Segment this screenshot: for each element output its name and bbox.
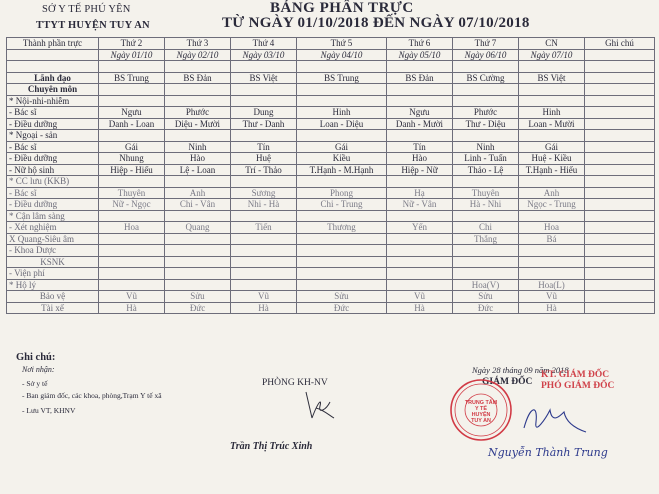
duty-cell: Dung <box>231 107 297 119</box>
duty-cell: Danh - Loan <box>99 118 165 130</box>
row-label: Lãnh đạo <box>7 72 99 84</box>
duty-cell <box>231 233 297 245</box>
duty-cell: Hinh <box>519 107 585 119</box>
duty-cell <box>585 107 655 119</box>
duty-cell <box>585 153 655 165</box>
row-label: * Hộ lý <box>7 279 99 291</box>
seal-text: TUY AN <box>471 418 491 424</box>
duty-cell: Tín <box>387 141 453 153</box>
duty-cell <box>453 95 519 107</box>
date-cell: Ngày 02/10 <box>165 49 231 61</box>
duty-cell: Nữ - Ngọc <box>99 199 165 211</box>
duty-cell <box>387 61 453 73</box>
col-header: CN <box>519 38 585 50</box>
duty-cell <box>231 61 297 73</box>
duty-cell <box>585 245 655 257</box>
duty-cell <box>231 210 297 222</box>
date-cell <box>585 49 655 61</box>
col-header: Thứ 6 <box>387 38 453 50</box>
duty-cell: Thư - Diệu <box>453 118 519 130</box>
duty-cell <box>99 61 165 73</box>
duty-cell: Sửu <box>297 291 387 303</box>
duty-cell <box>387 233 453 245</box>
duty-cell <box>165 256 231 268</box>
table-row <box>7 268 655 280</box>
duty-cell: Anh <box>519 187 585 199</box>
duty-cell: Hạ <box>387 187 453 199</box>
duty-cell <box>297 61 387 73</box>
duty-cell <box>165 268 231 280</box>
duty-cell <box>387 95 453 107</box>
table-row <box>7 256 655 268</box>
duty-cell: Thuyên <box>453 187 519 199</box>
duty-cell <box>519 268 585 280</box>
table-row <box>7 233 655 245</box>
duty-cell: Gái <box>519 141 585 153</box>
duty-cell <box>165 245 231 257</box>
table-row <box>7 199 655 211</box>
duty-cell <box>231 176 297 188</box>
duty-cell: BS Trung <box>99 72 165 84</box>
col-header: Ghi chú <box>585 38 655 50</box>
duty-cell: Phước <box>165 107 231 119</box>
date-row <box>7 49 655 61</box>
duty-cell: Phước <box>453 107 519 119</box>
duty-cell <box>231 279 297 291</box>
duty-cell <box>387 130 453 142</box>
deputy-line-1: KT. GIÁM ĐỐC <box>541 370 610 380</box>
row-label: - Nữ hộ sinh <box>7 164 99 176</box>
duty-cell: BS Đản <box>165 72 231 84</box>
table-row <box>7 61 655 73</box>
duty-cell: T.Hạnh - M.Hạnh <box>297 164 387 176</box>
row-label: - Điều dưỡng <box>7 199 99 211</box>
duty-cell <box>297 176 387 188</box>
duty-cell: Chi <box>453 222 519 234</box>
duty-cell: Hà <box>519 302 585 314</box>
duty-cell <box>519 256 585 268</box>
table-row <box>7 95 655 107</box>
duty-cell: Loan - Mười <box>519 118 585 130</box>
duty-cell: Hoa(V) <box>453 279 519 291</box>
row-label: - Khoa Dược <box>7 245 99 257</box>
date-cell: Ngày 07/10 <box>519 49 585 61</box>
duty-cell <box>297 245 387 257</box>
duty-cell: Hoa(L) <box>519 279 585 291</box>
duty-cell <box>519 95 585 107</box>
duty-cell: Hà <box>387 302 453 314</box>
header-row <box>7 38 655 50</box>
roster-body <box>7 61 655 314</box>
duty-cell <box>585 176 655 188</box>
duty-cell <box>387 84 453 96</box>
duty-cell <box>297 256 387 268</box>
col-header: Thứ 7 <box>453 38 519 50</box>
duty-cell: Huệ - Kiều <box>519 153 585 165</box>
duty-cell <box>99 84 165 96</box>
table-row <box>7 107 655 119</box>
duty-cell <box>585 84 655 96</box>
duty-cell <box>99 210 165 222</box>
row-label: Bảo vệ <box>7 291 99 303</box>
duty-cell <box>387 256 453 268</box>
duty-cell <box>297 95 387 107</box>
duty-cell: Nữ - Vân <box>387 199 453 211</box>
duty-cell <box>453 245 519 257</box>
duty-cell <box>165 210 231 222</box>
duty-cell: BS Việt <box>519 72 585 84</box>
duty-cell <box>453 268 519 280</box>
duty-cell: BS Cường <box>453 72 519 84</box>
duty-cell <box>585 187 655 199</box>
duty-cell: Đức <box>453 302 519 314</box>
duty-cell <box>585 61 655 73</box>
duty-cell: Chi - Trung <box>297 199 387 211</box>
date-cell: Ngày 01/10 <box>99 49 165 61</box>
duty-cell <box>585 210 655 222</box>
duty-cell <box>99 233 165 245</box>
duty-cell: Hoa <box>99 222 165 234</box>
table-row <box>7 279 655 291</box>
row-label: * Cận lâm sàng <box>7 210 99 222</box>
recipient-item: - Lưu VT, KHNV <box>22 406 76 415</box>
duty-cell <box>453 84 519 96</box>
duty-cell <box>585 302 655 314</box>
duty-cell <box>231 268 297 280</box>
duty-cell <box>585 268 655 280</box>
duty-cell: Trí - Thảo <box>231 164 297 176</box>
duty-cell <box>519 130 585 142</box>
org-line-1: SỞ Y TẾ PHÚ YÊN <box>42 4 131 15</box>
duty-cell <box>453 256 519 268</box>
duty-cell <box>519 176 585 188</box>
duty-cell: Thương <box>297 222 387 234</box>
col-header: Thứ 3 <box>165 38 231 50</box>
duty-cell <box>387 268 453 280</box>
row-label: KSNK <box>7 256 99 268</box>
duty-cell <box>165 130 231 142</box>
doc-date-range: TỪ NGÀY 01/10/2018 ĐẾN NGÀY 07/10/2018 <box>222 15 530 31</box>
duty-cell <box>585 130 655 142</box>
duty-cell: Tiến <box>231 222 297 234</box>
duty-cell: Diệu - Mười <box>165 118 231 130</box>
note-title: Ghi chú: <box>16 352 56 363</box>
duty-cell: Ngọc - Trung <box>519 199 585 211</box>
date-cell: Ngày 03/10 <box>231 49 297 61</box>
duty-cell: Linh - Tuấn <box>453 153 519 165</box>
table-row <box>7 176 655 188</box>
seal-text: Y TẾ <box>475 406 487 412</box>
col-header: Thứ 5 <box>297 38 387 50</box>
duty-cell: Thư - Danh <box>231 118 297 130</box>
duty-cell <box>297 279 387 291</box>
duty-cell: Đức <box>297 302 387 314</box>
duty-cell: Vũ <box>99 291 165 303</box>
row-label: Chuyên môn <box>7 84 99 96</box>
duty-cell: Nhung <box>99 153 165 165</box>
row-label: * Ngoại - sản <box>7 130 99 142</box>
duty-cell <box>231 130 297 142</box>
duty-cell <box>585 141 655 153</box>
duty-cell: Ninh <box>453 141 519 153</box>
recipient-item: - Sở y tế <box>22 379 48 388</box>
duty-cell <box>99 279 165 291</box>
duty-cell: Gái <box>297 141 387 153</box>
row-label: - Điều dưỡng <box>7 153 99 165</box>
duty-cell: Sương <box>231 187 297 199</box>
duty-cell <box>165 84 231 96</box>
dept-label: PHÒNG KH-NV <box>262 378 328 388</box>
table-row <box>7 130 655 142</box>
duty-cell <box>165 61 231 73</box>
duty-cell <box>519 84 585 96</box>
duty-cell: Thảo - Lệ <box>453 164 519 176</box>
row-label: X Quang-Siêu âm <box>7 233 99 245</box>
table-row <box>7 210 655 222</box>
duty-cell <box>99 95 165 107</box>
duty-cell: Anh <box>165 187 231 199</box>
date-cell <box>7 49 99 61</box>
recipients-title: Nơi nhận: <box>22 365 55 374</box>
table-row <box>7 141 655 153</box>
table-row <box>7 245 655 257</box>
duty-cell <box>453 210 519 222</box>
duty-cell <box>165 233 231 245</box>
duty-cell <box>585 233 655 245</box>
duty-cell: Thuyên <box>99 187 165 199</box>
duty-cell <box>99 130 165 142</box>
duty-cell <box>585 256 655 268</box>
duty-cell <box>231 245 297 257</box>
row-label: - Xét nghiệm <box>7 222 99 234</box>
duty-cell <box>519 245 585 257</box>
duty-cell: BS Đản <box>387 72 453 84</box>
duty-cell: Ninh <box>165 141 231 153</box>
duty-cell <box>387 279 453 291</box>
duty-cell <box>453 176 519 188</box>
duty-cell <box>519 210 585 222</box>
col-header: Thứ 4 <box>231 38 297 50</box>
duty-cell <box>99 245 165 257</box>
duty-cell <box>453 61 519 73</box>
duty-cell: Hinh <box>297 107 387 119</box>
duty-cell <box>585 95 655 107</box>
date-cell: Ngày 04/10 <box>297 49 387 61</box>
duty-cell: Vũ <box>519 291 585 303</box>
duty-cell <box>297 233 387 245</box>
duty-cell <box>387 210 453 222</box>
row-label: - Bác sĩ <box>7 187 99 199</box>
duty-cell <box>99 268 165 280</box>
duty-cell: Hiệp - Hiếu <box>99 164 165 176</box>
table-row <box>7 187 655 199</box>
duty-cell: Hào <box>387 153 453 165</box>
duty-cell: Ngưu <box>99 107 165 119</box>
date-cell: Ngày 05/10 <box>387 49 453 61</box>
row-label: * Nội-nhi-nhiễm <box>7 95 99 107</box>
duty-cell <box>585 199 655 211</box>
duty-cell: Gái <box>99 141 165 153</box>
duty-cell: T.Hạnh - Hiếu <box>519 164 585 176</box>
duty-cell: Đức <box>165 302 231 314</box>
duty-cell <box>165 95 231 107</box>
duty-cell <box>585 164 655 176</box>
duty-cell <box>387 176 453 188</box>
duty-cell <box>297 130 387 142</box>
deputy-title-stamp <box>541 370 614 392</box>
duty-cell <box>585 222 655 234</box>
dept-signer-name: Trần Thị Trúc Xinh <box>230 441 313 452</box>
duty-cell <box>165 279 231 291</box>
duty-cell: Loan - Diệu <box>297 118 387 130</box>
duty-cell: Hà - Nhi <box>453 199 519 211</box>
deputy-line-2: PHÓ GIÁM ĐỐC <box>541 381 615 391</box>
sign-date: Ngày 28 tháng 09 năm 2018 <box>472 365 569 375</box>
duty-cell <box>519 61 585 73</box>
duty-cell: Huệ <box>231 153 297 165</box>
duty-cell: Yến <box>387 222 453 234</box>
duty-cell <box>297 84 387 96</box>
duty-roster-table <box>6 37 655 314</box>
duty-cell: Hà <box>231 302 297 314</box>
duty-cell <box>387 245 453 257</box>
duty-cell <box>585 72 655 84</box>
table-row <box>7 118 655 130</box>
duty-cell: Chi - Vân <box>165 199 231 211</box>
director-signature <box>520 398 590 444</box>
duty-cell: Thắng <box>453 233 519 245</box>
dept-signature <box>300 388 340 424</box>
duty-cell <box>231 84 297 96</box>
seal-text: TRUNG TÂM <box>464 400 498 406</box>
recipient-item: - Ban giám đốc, các khoa, phòng,Trạm Y tế xã <box>22 391 162 400</box>
doc-title: BẢNG PHÂN TRỰC <box>270 0 414 16</box>
row-label: - Bác sĩ <box>7 141 99 153</box>
director-label: GIÁM ĐỐC <box>482 377 533 387</box>
duty-cell <box>585 279 655 291</box>
duty-cell: Vũ <box>231 291 297 303</box>
duty-cell <box>453 130 519 142</box>
table-row <box>7 72 655 84</box>
duty-cell <box>231 95 297 107</box>
duty-cell: Sửu <box>165 291 231 303</box>
table-row <box>7 222 655 234</box>
duty-cell: Ngưu <box>387 107 453 119</box>
duty-cell: Hiệp - Nữ <box>387 164 453 176</box>
duty-cell: Hoa <box>519 222 585 234</box>
duty-cell: Phong <box>297 187 387 199</box>
row-label: - Viện phí <box>7 268 99 280</box>
duty-cell <box>585 118 655 130</box>
duty-cell: Nhi - Hà <box>231 199 297 211</box>
row-label: - Điều dưỡng <box>7 118 99 130</box>
duty-cell <box>297 210 387 222</box>
duty-cell: Hào <box>165 153 231 165</box>
duty-cell <box>99 256 165 268</box>
table-row <box>7 84 655 96</box>
director-signer-name: Nguyễn Thành Trung <box>488 446 608 459</box>
duty-cell: Hà <box>99 302 165 314</box>
row-label: - Bác sĩ <box>7 107 99 119</box>
duty-cell: Kiều <box>297 153 387 165</box>
duty-cell: Sửu <box>453 291 519 303</box>
official-seal-icon <box>449 378 513 442</box>
duty-cell <box>585 291 655 303</box>
duty-cell <box>165 176 231 188</box>
date-cell: Ngày 06/10 <box>453 49 519 61</box>
seal-text: HUYỆN <box>471 412 491 418</box>
duty-cell: Danh - Mười <box>387 118 453 130</box>
row-label: * CC lưu (KKB) <box>7 176 99 188</box>
duty-cell <box>297 268 387 280</box>
duty-cell <box>99 176 165 188</box>
duty-cell: Quang <box>165 222 231 234</box>
table-row <box>7 302 655 314</box>
col-header: Thành phần trực <box>7 38 99 50</box>
col-header: Thứ 2 <box>99 38 165 50</box>
row-label <box>7 61 99 73</box>
table-row <box>7 164 655 176</box>
duty-cell: BS Việt <box>231 72 297 84</box>
duty-cell: Bá <box>519 233 585 245</box>
duty-cell: Lệ - Loan <box>165 164 231 176</box>
duty-cell: Tín <box>231 141 297 153</box>
duty-cell: Vũ <box>387 291 453 303</box>
table-row <box>7 291 655 303</box>
table-row <box>7 153 655 165</box>
duty-cell <box>231 256 297 268</box>
duty-cell: BS Trung <box>297 72 387 84</box>
row-label: Tài xế <box>7 302 99 314</box>
org-line-2: TTYT HUYỆN TUY AN <box>36 20 150 31</box>
